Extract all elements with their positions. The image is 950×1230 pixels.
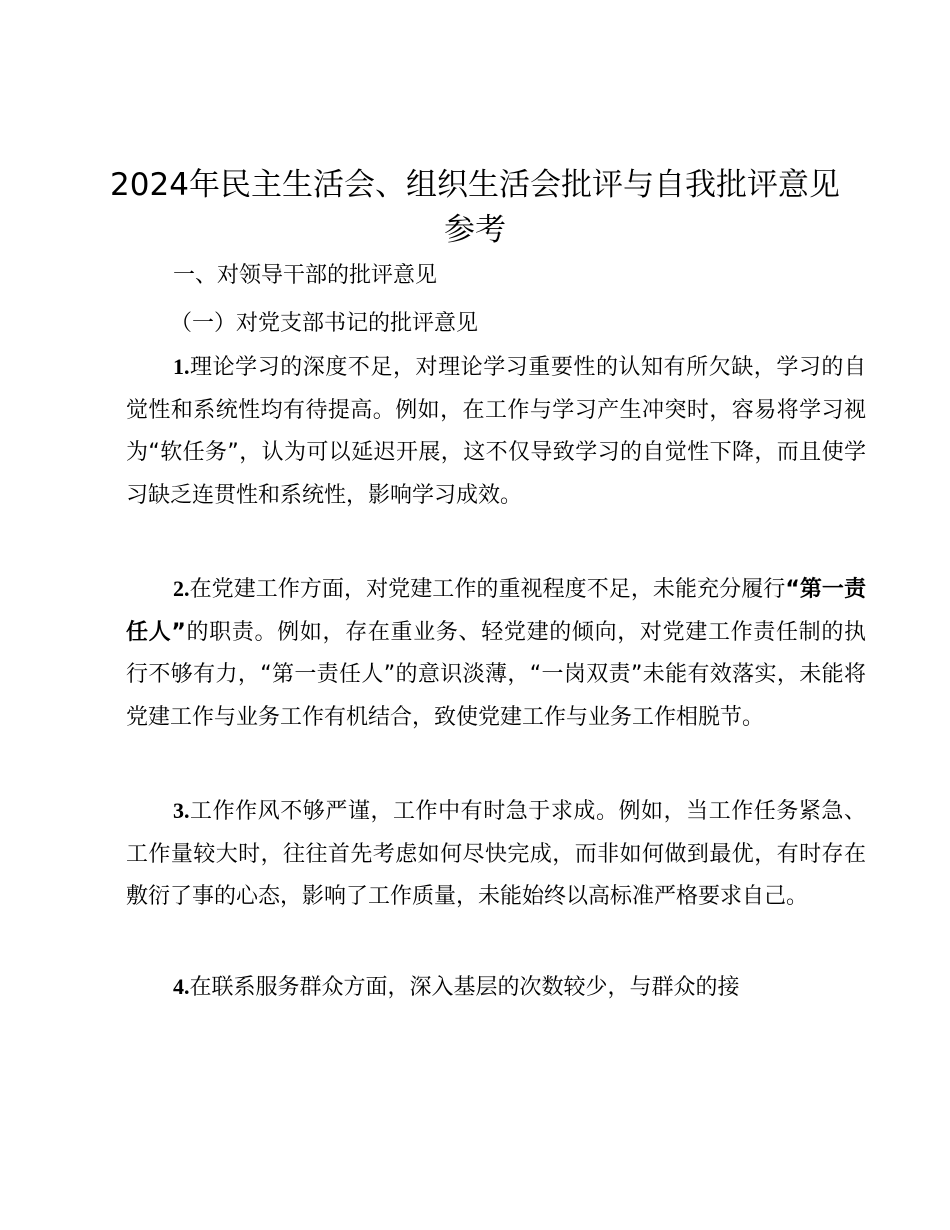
paragraph-2 — [126, 568, 866, 739]
document-title: 2024年民主生活会、组织生活会批评与自我批评意见参考 — [110, 167, 840, 248]
paragraph-2-number: 2. — [173, 576, 190, 601]
paragraph-3-number: 3. — [173, 798, 190, 823]
paragraph-4-number: 4. — [173, 974, 190, 999]
paragraph-4-text: 在联系服务群众方面，深入基层的次数较少，与群众的接 — [189, 975, 740, 1000]
paragraph-1-text: 理论学习的深度不足，对理论学习重要性的认知有所欠缺，学习的自觉性和系统性均有待提高。例如，在工作与学习产生冲突时，容易将学习视为“软任务”，认为可以延迟开展，这不仅导致学习的自觉性下降，而且使学习缺乏连贯性和系统性，影响学习成效。 — [126, 355, 866, 508]
paragraph-3-text: 工作作风不够严谨，工作中有时急于求成。例如，当工作任务紧急、工作量较大时，往往首先考虑如何尽快完成，而非如何做到最优，有时存在敷衍了事的心态，影响了工作质量，未能始终以高标准严格要求自己。 — [126, 799, 866, 909]
section-heading: 一、对领导干部的批评意见 — [173, 263, 438, 288]
paragraph-2-text-a: 在党建工作方面，对党建工作的重视程度不足，未能充分履行 — [189, 577, 786, 602]
paragraph-2-text-b: 的职责。例如，存在重业务、轻党建的倾向，对党建工作责任制的执行不够有力，“第一责任人”的意识淡薄，“一岗双责”未能有效落实，未能将党建工作与业务工作有机结合，致使党建工作与业务工作相脱节。 — [126, 619, 866, 730]
paragraph-4 — [126, 966, 866, 1010]
paragraph-1 — [126, 346, 866, 517]
paragraph-2-bold-quote: “第一责任人” — [126, 577, 866, 645]
paragraph-3 — [126, 790, 866, 919]
paragraph-1-number: 1. — [173, 354, 190, 379]
subsection-heading: （一）对党支部书记的批评意见 — [170, 311, 479, 336]
